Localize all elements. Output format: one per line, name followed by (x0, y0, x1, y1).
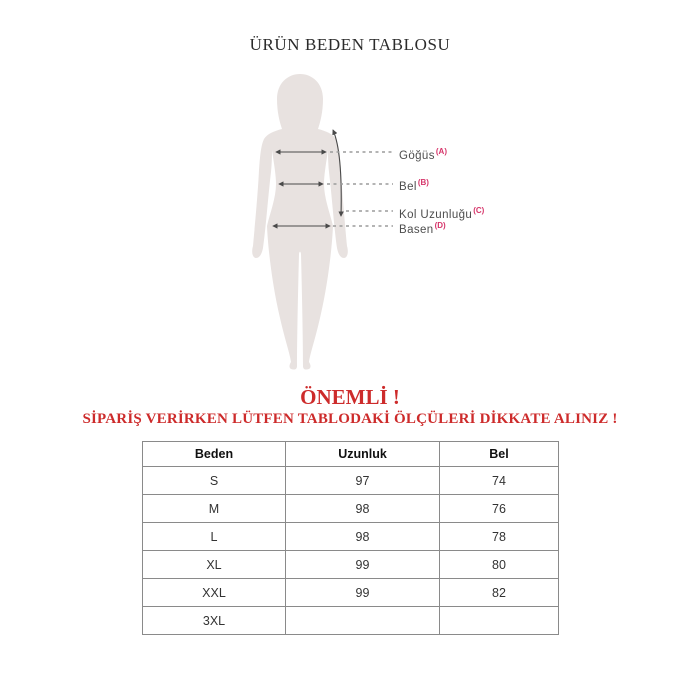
measurement-letter: (B) (417, 178, 429, 187)
size-row-s (143, 467, 559, 495)
measurement-label-waist (399, 176, 429, 193)
measurement-letter: (D) (434, 221, 446, 230)
size-row-xxl (143, 579, 559, 607)
size-cell: 3XL (143, 607, 286, 635)
notice-heading: ÖNEMLİ ! (300, 385, 400, 409)
size-cell: 97 (286, 467, 440, 495)
size-cell: L (143, 523, 286, 551)
measurement-letter: (A) (435, 147, 447, 156)
measurement-label-text: Kol Uzunluğu (399, 208, 473, 221)
measurement-label-text: Basen (399, 223, 434, 236)
size-row-m (143, 495, 559, 523)
size-cell (440, 607, 559, 635)
size-table (142, 441, 559, 635)
size-cell: 98 (286, 495, 440, 523)
female-body-silhouette-shape (252, 74, 348, 370)
size-cell: XL (143, 551, 286, 579)
measurement-label-chest (399, 145, 447, 162)
measurement-label-arm-length (399, 204, 485, 221)
measurement-label-hip (399, 219, 446, 236)
column-header-uzunluk: Uzunluk (286, 442, 440, 467)
size-cell (286, 607, 440, 635)
size-cell: 99 (286, 579, 440, 607)
size-cell: 98 (286, 523, 440, 551)
size-cell: 74 (440, 467, 559, 495)
notice-message: SİPARİŞ VERİRKEN LÜTFEN TABLODAKİ ÖLÇÜLERİ DİKKATE ALINIZ ! (82, 411, 618, 427)
measurement-label-text: Bel (399, 180, 417, 193)
size-cell: 99 (286, 551, 440, 579)
female-silhouette-image (240, 72, 400, 374)
column-header-beden: Beden (143, 442, 286, 467)
size-cell: M (143, 495, 286, 523)
size-cell: XXL (143, 579, 286, 607)
size-cell: S (143, 467, 286, 495)
size-cell: 78 (440, 523, 559, 551)
size-cell: 76 (440, 495, 559, 523)
size-table-header-row (143, 442, 559, 467)
size-cell: 80 (440, 551, 559, 579)
size-cell: 82 (440, 579, 559, 607)
measurement-label-text: Göğüs (399, 149, 435, 162)
column-header-bel: Bel (440, 442, 559, 467)
size-row-xl (143, 551, 559, 579)
page-title: ÜRÜN BEDEN TABLOSU (249, 35, 451, 54)
size-row-3xl (143, 607, 559, 635)
measurement-letter: (C) (473, 206, 485, 215)
size-row-l (143, 523, 559, 551)
